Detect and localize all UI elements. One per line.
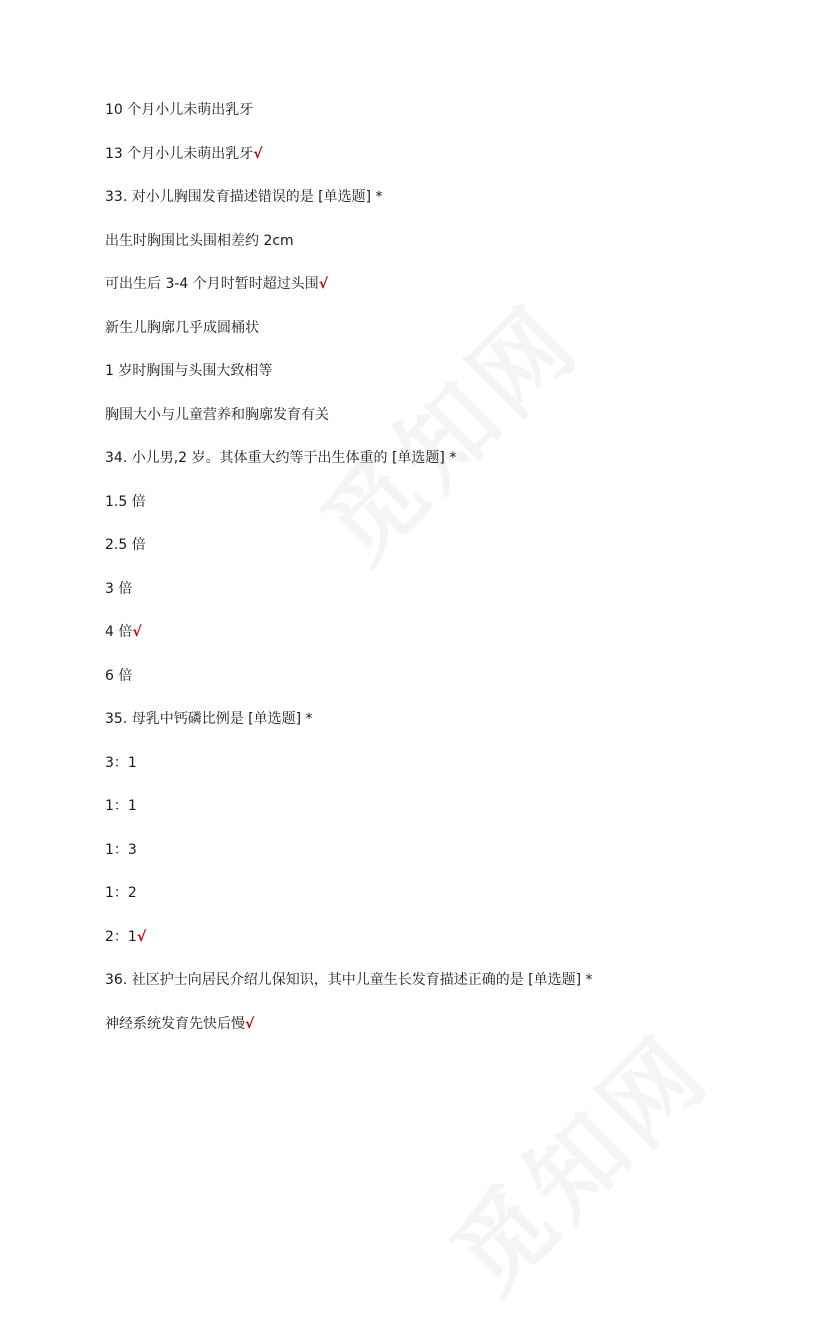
question-line: 34. 小儿男,2 岁。其体重大约等于出生体重的 [单选题] *: [105, 450, 457, 466]
correct-mark: √: [245, 1016, 255, 1032]
option-line: 1：1: [105, 798, 137, 814]
option-line: 胸围大小与儿童营养和胸廓发育有关: [105, 407, 329, 423]
option-line: 新生儿胸廓几乎成圆桶状: [105, 320, 259, 336]
option-line: 6 倍: [105, 668, 133, 684]
option-line: 13 个月小儿未萌出乳牙√: [105, 146, 263, 162]
option-line: 出生时胸围比头围相差约 2cm: [105, 233, 294, 249]
option-line: 3：1: [105, 755, 137, 771]
correct-mark: √: [253, 146, 263, 162]
option-line: 1.5 倍: [105, 494, 146, 510]
option-line: 2：1√: [105, 929, 147, 945]
option-line: 4 倍√: [105, 624, 142, 640]
correct-mark: √: [318, 276, 329, 292]
option-line: 10 个月小儿未萌出乳牙: [105, 102, 254, 118]
option-line: 可出生后 3-4 个月时暂时超过头围√: [105, 276, 329, 292]
correct-mark: √: [132, 624, 142, 640]
question-line: 35. 母乳中钙磷比例是 [单选题] *: [105, 711, 313, 727]
option-line: 1 岁时胸围与头围大致相等: [105, 363, 273, 379]
option-line: 3 倍: [105, 581, 133, 597]
correct-mark: √: [136, 929, 147, 945]
option-line: 1：2: [105, 885, 137, 901]
question-line: 33. 对小儿胸围发育描述错误的是 [单选题] *: [105, 189, 383, 205]
option-line: 2.5 倍: [105, 537, 146, 553]
watermark: [417, 1000, 734, 1317]
question-line: 36. 社区护士向居民介绍儿保知识，其中儿童生长发育描述正确的是 [单选题] *: [105, 972, 593, 988]
option-line: 神经系统发育先快后慢√: [105, 1016, 255, 1032]
watermark: [287, 270, 604, 587]
option-line: 1：3: [105, 842, 137, 858]
